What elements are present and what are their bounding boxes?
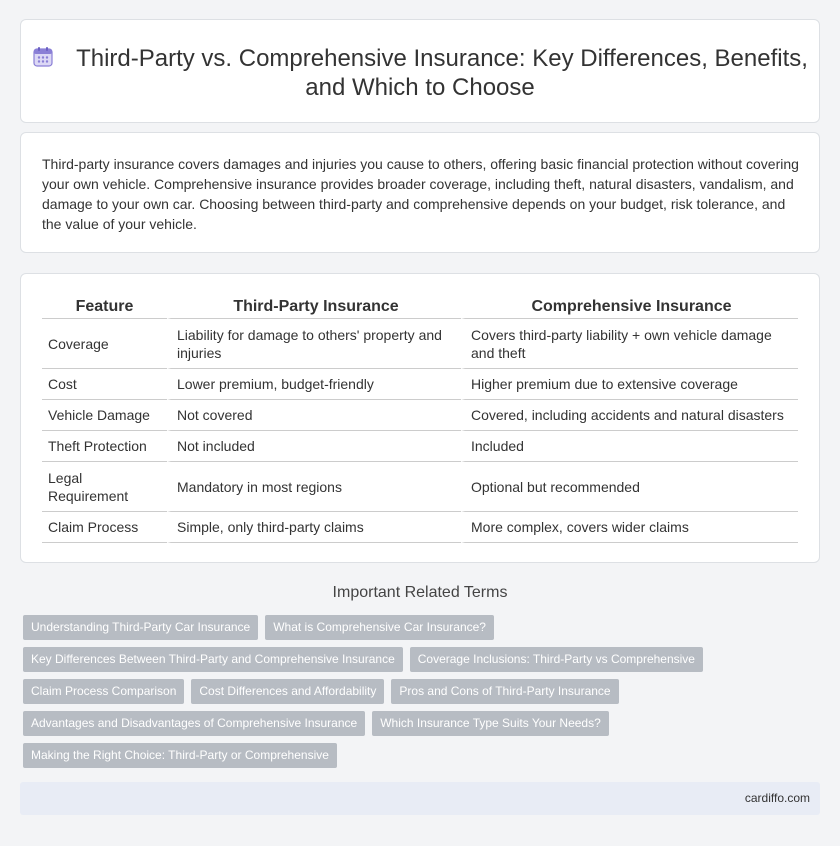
third-party-cell: Not included [167,431,461,462]
related-term-tag[interactable]: Understanding Third-Party Car Insurance [23,615,258,640]
comparison-card [20,273,820,563]
intro-card [20,132,820,253]
calendar-icon [32,46,54,68]
comprehensive-cell: Covered, including accidents and natural disasters [461,400,798,431]
related-term-tag[interactable]: Cost Differences and Affordability [191,679,384,704]
related-term-tag[interactable]: Claim Process Comparison [23,679,184,704]
comparison-table [42,294,798,543]
header-feature: Feature [42,294,167,319]
feature-cell: Theft Protection [42,431,167,462]
table-header-row [42,294,798,319]
comprehensive-cell: Included [461,431,798,462]
feature-cell: Coverage [42,319,167,369]
intro-paragraph: Third-party insurance covers damages and injuries you cause to others, offering basic financial protection without covering your own vehicle. Comprehensive insurance provides broader coverage, including theft, natural disasters, vandalism, and damage to your own car. Choosing between third-party and comprehensive depends on your budget, risk tolerance, and the value of your vehicle. [42,156,799,232]
related-term-tag[interactable]: Which Insurance Type Suits Your Needs? [372,711,609,736]
page-title [21,44,819,102]
third-party-cell: Simple, only third-party claims [167,512,461,543]
footer-site-link[interactable]: cardiffo.com [744,791,810,805]
header-comprehensive: Comprehensive Insurance [461,294,798,319]
table-row [42,512,798,543]
related-term-tag[interactable]: Key Differences Between Third-Party and Comprehensive Insurance [23,647,403,672]
third-party-cell: Liability for damage to others' property and injuries [167,319,461,369]
header-third-party: Third-Party Insurance [167,294,461,319]
table-row [42,319,798,369]
header-card [20,19,820,123]
comprehensive-cell: More complex, covers wider claims [461,512,798,543]
feature-cell: Vehicle Damage [42,400,167,431]
comprehensive-cell: Higher premium due to extensive coverage [461,369,798,400]
third-party-cell: Lower premium, budget-friendly [167,369,461,400]
related-term-tag[interactable]: Coverage Inclusions: Third-Party vs Comprehensive [410,647,703,672]
table-row [42,400,798,431]
related-terms-title: Important Related Terms [332,584,508,601]
related-term-tag[interactable]: Making the Right Choice: Third-Party or Comprehensive [23,743,337,768]
related-term-tag[interactable]: Pros and Cons of Third-Party Insurance [391,679,618,704]
page-title-text: Third-Party vs. Comprehensive Insurance: Key Differences, Benefits, and Which to Choose [76,45,808,101]
related-term-tag[interactable]: Advantages and Disadvantages of Comprehensive Insurance [23,711,365,736]
footer [20,782,820,815]
feature-cell: Claim Process [42,512,167,543]
feature-cell: Cost [42,369,167,400]
related-term-tag[interactable]: What is Comprehensive Car Insurance? [265,615,494,640]
third-party-cell: Not covered [167,400,461,431]
feature-cell: Legal Requirement [42,462,167,512]
table-row [42,431,798,462]
table-row [42,462,798,512]
related-terms-list [23,615,813,775]
third-party-cell: Mandatory in most regions [167,462,461,512]
comprehensive-cell: Covers third-party liability + own vehicle damage and theft [461,319,798,369]
table-row [42,369,798,400]
comprehensive-cell: Optional but recommended [461,462,798,512]
